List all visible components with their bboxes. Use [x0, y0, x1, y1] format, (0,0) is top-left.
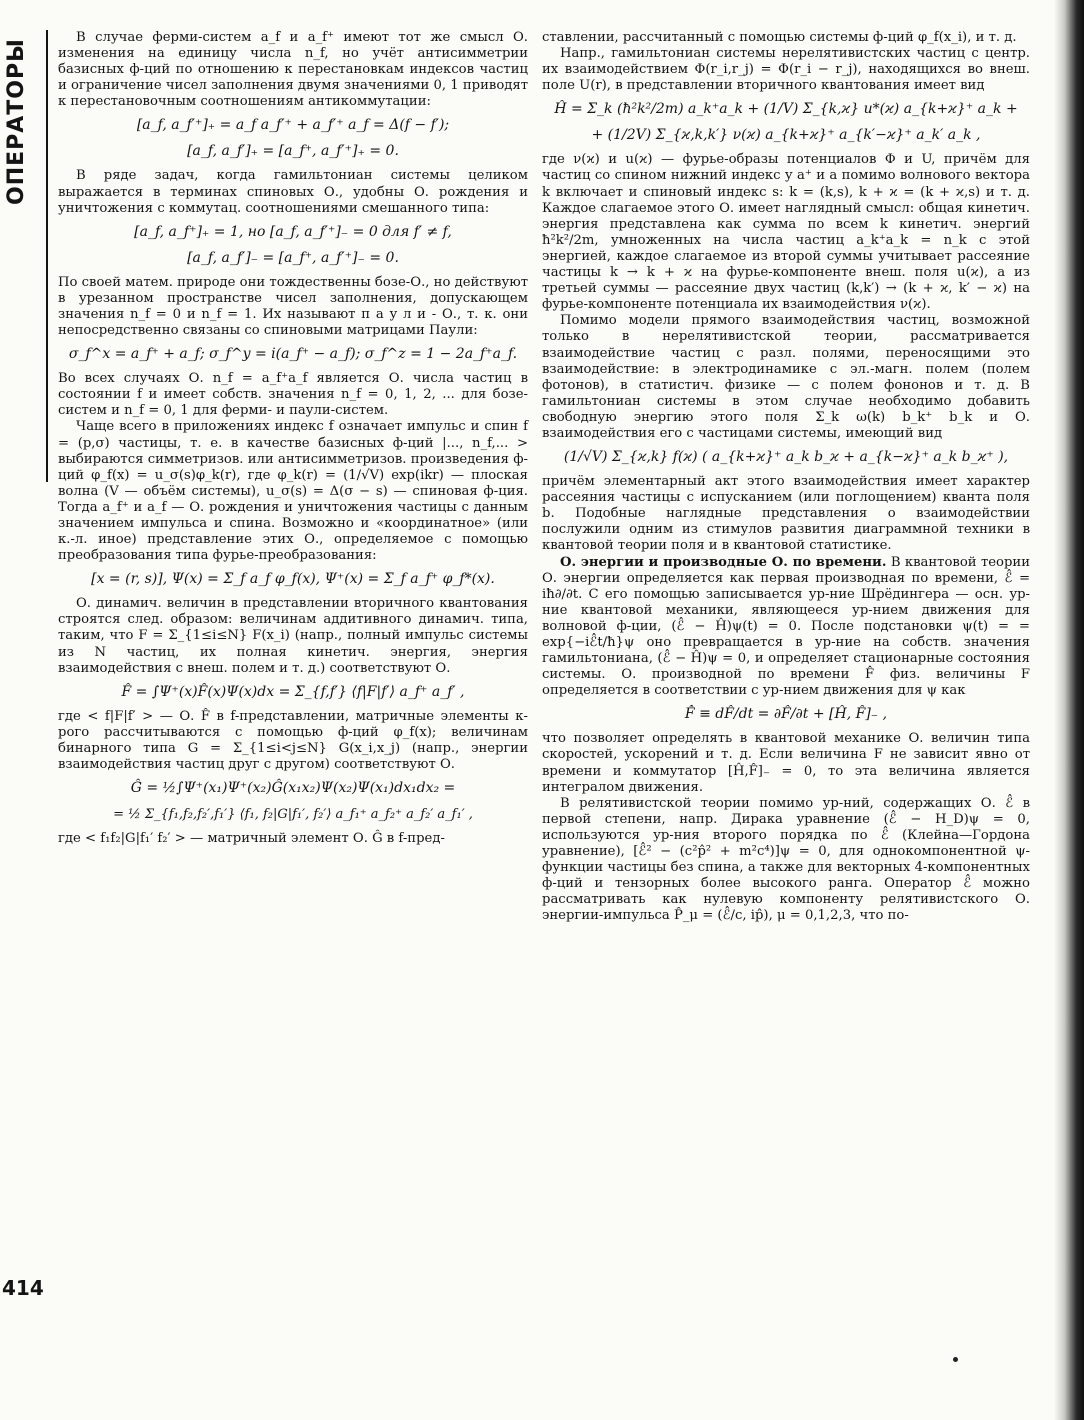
equation: [a_f, a_f′]₊ = [a_f⁺, a_f′⁺]₊ = 0. [187, 143, 399, 160]
equation: σ_f^x = a_f⁺ + a_f; σ_f^y = i(a_f⁺ − a_f); σ_f^z = 1 − 2a_f⁺a_f. [68, 346, 518, 363]
paragraph-text: В квантовой теории О. энергии определяется как первая производная по времени, ℰ̂ = iħ∂/∂t. С его помощью записывается ур-ние Шрёдингера — осн. ур-ние квантовой механики, являющееся ур-нием движения для волновой ф-ции, (ℰ̂ − Ĥ)ψ(t) = 0. После подстановки ψ(t) = = exp{−iℰ̂t/ħ}ψ оно превращается в ур-ние на собств. значения гамильтониана, (ℰ̂ − Ĥ)ψ = 0, и определяет стационарные состояния системы. О. производной по времени F̂̇ физ. величины F определяется в соответствии с ур-нием движения для ψ как [542, 554, 1030, 699]
paragraph: где < f|F|f′ > — О. F̂ в f-представлении, матричные элементы к-рого рассчитываются с помощью ф-ций φ_f(x); величинам бинарного типа G = Σ_{1≤i<j≤N} G(x_i,x_j) (напр., энергии взаимодействия частиц друг с другом) соответствуют О. [58, 708, 528, 772]
paragraph: О. динамич. величин в представлении вторичного квантования строятся след. образом: величинам аддитивного динамич. типа, таким, что F = Σ_{1≤i≤N} F(x_i) (напр., полный импульс системы из N частиц, их полная кинетич. энергия, энергия взаимодействия с внеш. полем и т. д.) соответствуют О. [58, 596, 528, 676]
paragraph: Чаще всего в приложениях индекс f означает импульс и спин f = (p,σ) частицы, т. е. в качестве базисных ф-ций |..., n_f,... > выбираются симметризов. или антисимметризов. произведения ф-ций φ_f(x) = u_σ(s)φ_k(r), где φ_k(r) = (1/√V) exp(ikr) — плоская волна (V — объём системы), u_σ(s) = Δ(σ − s) — спиновая ф-ция. Тогда a_f⁺ и a_f — О. рождения и уничтожения частицы с данным значением импульса и спина. Возможно и «координатное» (или к.-л. иное) представление этих О., определяемое с помощью преобразования типа фурье-преобразования: [58, 419, 528, 564]
equation: F̂̇ ≡ dF̂/dt = ∂F̂/∂t + [Ĥ, F̂]₋ , [684, 706, 888, 723]
equation: Ĥ = Σ_k (ħ²k²/2m) a_k⁺a_k + (1/V) Σ_{k,ϰ} u*(ϰ) a_{k+ϰ}⁺ a_k + [554, 101, 1018, 118]
paragraph: где ν(ϰ) и u(ϰ) — фурье-образы потенциалов Φ и U, причём для частиц со спином нижний индекс у a⁺ и a помимо волнового вектора k включает и спиновый индекс s: k = (k,s), k + ϰ = (k + ϰ,s) и т. д. Каждое слагаемое этого О. имеет наглядный смысл: общая кинетич. энергия представлена как сумма по всем k кинетич. энергий ħ²k²/2m, умноженных на числа частиц a_k⁺a_k = n_k с этой энергией, каждое слагаемое из второй суммы учитывает рассеяние частицы k → k + ϰ на фурье-компоненте внеш. поля u(ϰ), а из третьей суммы — рассеяние двух частиц (k,k′) → (k + ϰ, k′ − ϰ) на фурье-компоненте потенциала их взаимодействия ν(ϰ). [542, 152, 1030, 313]
print-speck [953, 1357, 958, 1362]
equation: F̂ = ∫Ψ⁺(x)F̂(x)Ψ(x)dx = Σ_{f,f′} ⟨f|F|f′⟩ a_f⁺ a_f′ , [121, 683, 465, 700]
paragraph: В случае ферми-систем a_f и a_f⁺ имеют тот же смысл О. изменения на единицу числа n_f, но учёт антисимметрии базисных ф-ций по отношению к перестановкам индексов частиц и ограничение чисел заполнения двумя значениями 0, 1 приводят к перестановочным соотношениям антикоммутации: [58, 30, 528, 110]
equation: [a_f, a_f′]₋ = [a_f⁺, a_f′⁺]₋ = 0. [187, 249, 399, 266]
paragraph: В релятивистской теории помимо ур-ний, содержащих О. ℰ̂ в первой степени, напр. Дирака уравнение (ℰ̂ − H_D)ψ = 0, используются ур-ния второго порядка по ℰ̂ (Клейна—Гордона уравнение), [ℰ̂² − (c²p̂² + m²c⁴)]ψ = 0, для однокомпонентной ψ-функции частицы без спина, а также для векторных 4-компонентных ф-ций и тензорных более высокого ранга. Оператор ℰ̂ можно рассматривать как нулевую компоненту релятивистского О. энергии-импульса P̂_μ = (ℰ̂/c, ip̂), μ = 0,1,2,3, что по- [542, 795, 1030, 924]
equation: [x = (r, s)], Ψ(x) = Σ_f a_f φ_f(x), Ψ⁺(x) = Σ_f a_f⁺ φ_f*(x). [91, 571, 495, 588]
paragraph: По своей матем. природе они тождественны бозе-О., но действуют в урезанном пространстве чисел заполнения, допускающем значения n_f = 0 и n_f = 1. Их называют п а у л и - О., т. к. они непосредственно связаны со спиновыми матрицами Паули: [58, 274, 528, 339]
paragraph: Напр., гамильтониан системы нерелятивистских частиц с центр. их взаимодействием Φ(r_i,r_j) = Φ(r_i − r_j), находящихся во внеш. поле U(r), в представлении вторичного квантования имеет вид [542, 46, 1030, 94]
equation: Ĝ = ½∫Ψ⁺(x₁)Ψ⁺(x₂)Ĝ(x₁x₂)Ψ(x₂)Ψ(x₁)dx₁dx₂ = [130, 780, 456, 797]
equation: [a_f, a_f′⁺]₊ = a_f a_f′⁺ + a_f′⁺ a_f = Δ(f − f′); [136, 117, 450, 134]
book-binding-shadow [1054, 0, 1084, 1420]
equation: [a_f, a_f⁺]₊ = 1, но [a_f, a_f′⁺]₋ = 0 для f′ ≠ f, [134, 223, 452, 240]
equation: (1/√V) Σ_{ϰ,k} f(ϰ) ( a_{k+ϰ}⁺ a_k b_ϰ + a_{k−ϰ}⁺ a_k b_ϰ⁺ ), [563, 449, 1009, 466]
paragraph: причём элементарный акт этого взаимодействия имеет характер рассеяния частицы с испусканием (или поглощением) кванта поля b. Подобные наглядные представления о взаимодействии послужили одним из стимулов развития диаграммной техники в квантовой теории поля и в квантовой статистике. [542, 474, 1030, 554]
paragraph: ставлении, рассчитанный с помощью системы ф-ций φ_f(x_i), и т. д. [542, 30, 1017, 45]
paragraph: Помимо модели прямого взаимодействия частиц, возможной только в нерелятивистской теории, рассматривается взаимодействие частиц с разл. полями, переносящими это взаимодействие: в электродинамике с эл.-магн. полем (полем фотонов), в статистич. физике — с полем фононов и т. д. В гамильтониан системы в этом случае необходимо добавить свободную энергию этого поля Σ_k ω(k) b_k⁺ b_k и О. взаимодействия его с частицами системы, имеющий вид [542, 313, 1030, 441]
section-lead: О. энергии и производные О. по времени. [560, 554, 887, 570]
left-column [58, 30, 528, 847]
paragraph: где < f₁f₂|G|f₁′ f₂′ > — матричный элемент О. Ĝ в f-пред- [58, 831, 445, 847]
side-rule [46, 30, 48, 482]
paragraph [542, 555, 1030, 700]
equation: = ½ Σ_{f₁,f₂,f₂′,f₁′} ⟨f₁, f₂|G|f₁′, f₂′⟩ a_f₁⁺ a_f₂⁺ a_f₂′ a_f₁′ , [113, 807, 473, 823]
paragraph: Во всех случаях О. n_f = a_f⁺a_f является О. числа частиц в состоянии f и имеет собств. значения n_f = 0, 1, 2, ... для бозе-систем и n_f = 0, 1 для ферми- и паули-систем. [58, 371, 528, 419]
page-number: 414 [2, 1276, 44, 1300]
section-side-title: ОПЕРАТОРЫ [4, 38, 29, 206]
paragraph: что позволяет определять в квантовой механике О. величин типа скоростей, ускорений и т. д. Если величина F не зависит явно от времени и коммутатор [Ĥ,F̂]₋ = 0, то эта величина является интегралом движения. [542, 731, 1030, 795]
paragraph: В ряде задач, когда гамильтониан системы целиком выражается в терминах спиновых О., удобны О. рождения и уничтожения с коммутац. соотношениями смешанного типа: [58, 168, 528, 216]
equation: + (1/2V) Σ_{ϰ,k,k′} ν(ϰ) a_{k+ϰ}⁺ a_{k′−ϰ}⁺ a_k′ a_k , [591, 127, 981, 144]
right-column [542, 30, 1030, 925]
